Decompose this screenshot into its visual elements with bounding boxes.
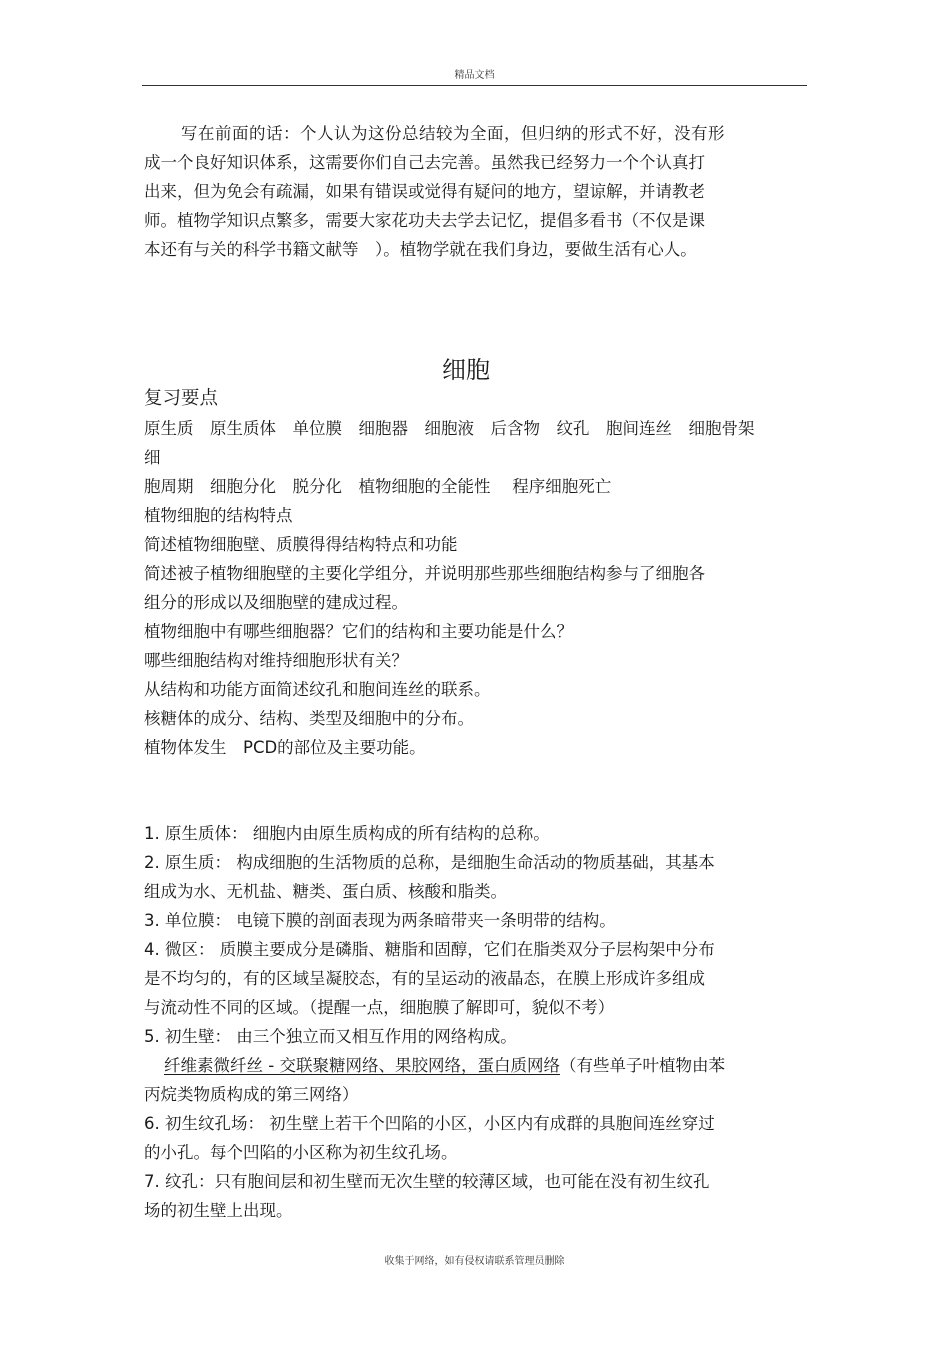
review-item: 简述植物细胞壁、质膜得得结构特点和功能 xyxy=(144,535,458,554)
header-divider xyxy=(142,85,807,86)
definition-line: 5. 初生壁： 由三个独立而又相互作用的网络构成。 xyxy=(144,1027,517,1046)
definition-line: 7. 纹孔：只有胞间层和初生壁而无次生壁的较薄区域，也可能在没有初生纹孔 xyxy=(144,1172,710,1191)
definition-text: （有些单子叶植物由苯 xyxy=(559,1056,725,1075)
review-terms: 原生质 原生质体 单位膜 细胞器 细胞液 后含物 纹孔 胞间连丝 细胞骨架 细 xyxy=(144,419,771,467)
definition-line: 2. 原生质： 构成细胞的生活物质的总称，是细胞生命活动的物质基础，其基本 xyxy=(144,853,715,872)
review-item: 植物细胞的结构特点 xyxy=(144,506,293,525)
document-body xyxy=(144,119,774,1225)
intro-line: 写在前面的话：个人认为这份总结较为全面，但归纳的形式不好，没有形 xyxy=(181,124,725,143)
review-item: 从结构和功能方面简述纹孔和胞间连丝的联系。 xyxy=(144,680,491,699)
review-item: 组分的形成以及细胞壁的建成过程。 xyxy=(144,593,408,612)
intro-line: 师。植物学知识点繁多，需要大家花功夫去学去记忆，提倡多看书（不仅是课 xyxy=(144,211,705,230)
definition-line: 4. 微区： 质膜主要成分是磷脂、糖脂和固醇，它们在脂类双分子层构架中分布 xyxy=(144,940,715,959)
review-item: 核糖体的成分、结构、类型及细胞中的分布。 xyxy=(144,709,474,728)
definition-line: 组成为水、无机盐、糖类、蛋白质、核酸和脂类。 xyxy=(144,882,507,901)
page-header: 精品文档 xyxy=(454,70,495,81)
intro-paragraph xyxy=(144,119,774,264)
underlined-text: 纤维素微纤丝 - 交联聚糖网络、果胶网络，蛋白质网络 xyxy=(164,1056,560,1075)
definition-line: 的小孔。每个凹陷的小区称为初生纹孔场。 xyxy=(144,1143,458,1162)
page-footer: 收集于网络，如有侵权请联系管理员删除 xyxy=(384,1256,565,1267)
definition-line xyxy=(144,1051,774,1080)
definition-line: 场的初生壁上出现。 xyxy=(144,1201,293,1220)
review-terms: 胞周期 细胞分化 脱分化 植物细胞的全能性 程序细胞死亡 xyxy=(144,477,612,496)
definition-line: 是不均匀的，有的区域呈凝胶态，有的呈运动的液晶态，在膜上形成许多组成 xyxy=(144,969,705,988)
definition-line: 6. 初生纹孔场： 初生壁上若干个凹陷的小区，小区内有成群的具胞间连丝穿过 xyxy=(144,1114,715,1133)
review-item: 植物体发生 PCD的部位及主要功能。 xyxy=(144,738,426,757)
review-item: 简述被子植物细胞壁的主要化学组分，并说明那些那些细胞结构参与了细胞各 xyxy=(144,564,705,583)
section-title: 细胞 xyxy=(442,356,490,384)
intro-line: 成一个良好知识体系，这需要你们自己去完善。虽然我已经努力一个个认真打 xyxy=(144,153,705,172)
definition-line: 丙烷类物质构成的第三网络） xyxy=(144,1085,359,1104)
intro-line: 出来，但为免会有疏漏，如果有错误或觉得有疑问的地方，望谅解，并请教老 xyxy=(144,182,705,201)
spacer xyxy=(144,762,774,819)
intro-line: 本还有与关的科学书籍文献等 ）。植物学就在我们身边，要做生活有心人。 xyxy=(144,240,697,259)
definition-line: 与流动性不同的区域。（提醒一点，细胞膜了解即可，貌似不考） xyxy=(144,998,615,1017)
review-item: 植物细胞中有哪些细胞器？它们的结构和主要功能是什么？ xyxy=(144,622,573,641)
review-heading: 复习要点 xyxy=(144,388,219,409)
definition-line: 3. 单位膜： 电镜下膜的剖面表现为两条暗带夹一条明带的结构。 xyxy=(144,911,616,930)
review-item: 哪些细胞结构对维持细胞形状有关？ xyxy=(144,651,408,670)
definition-line: 1. 原生质体： 细胞内由原生质构成的所有结构的总称。 xyxy=(144,824,550,843)
